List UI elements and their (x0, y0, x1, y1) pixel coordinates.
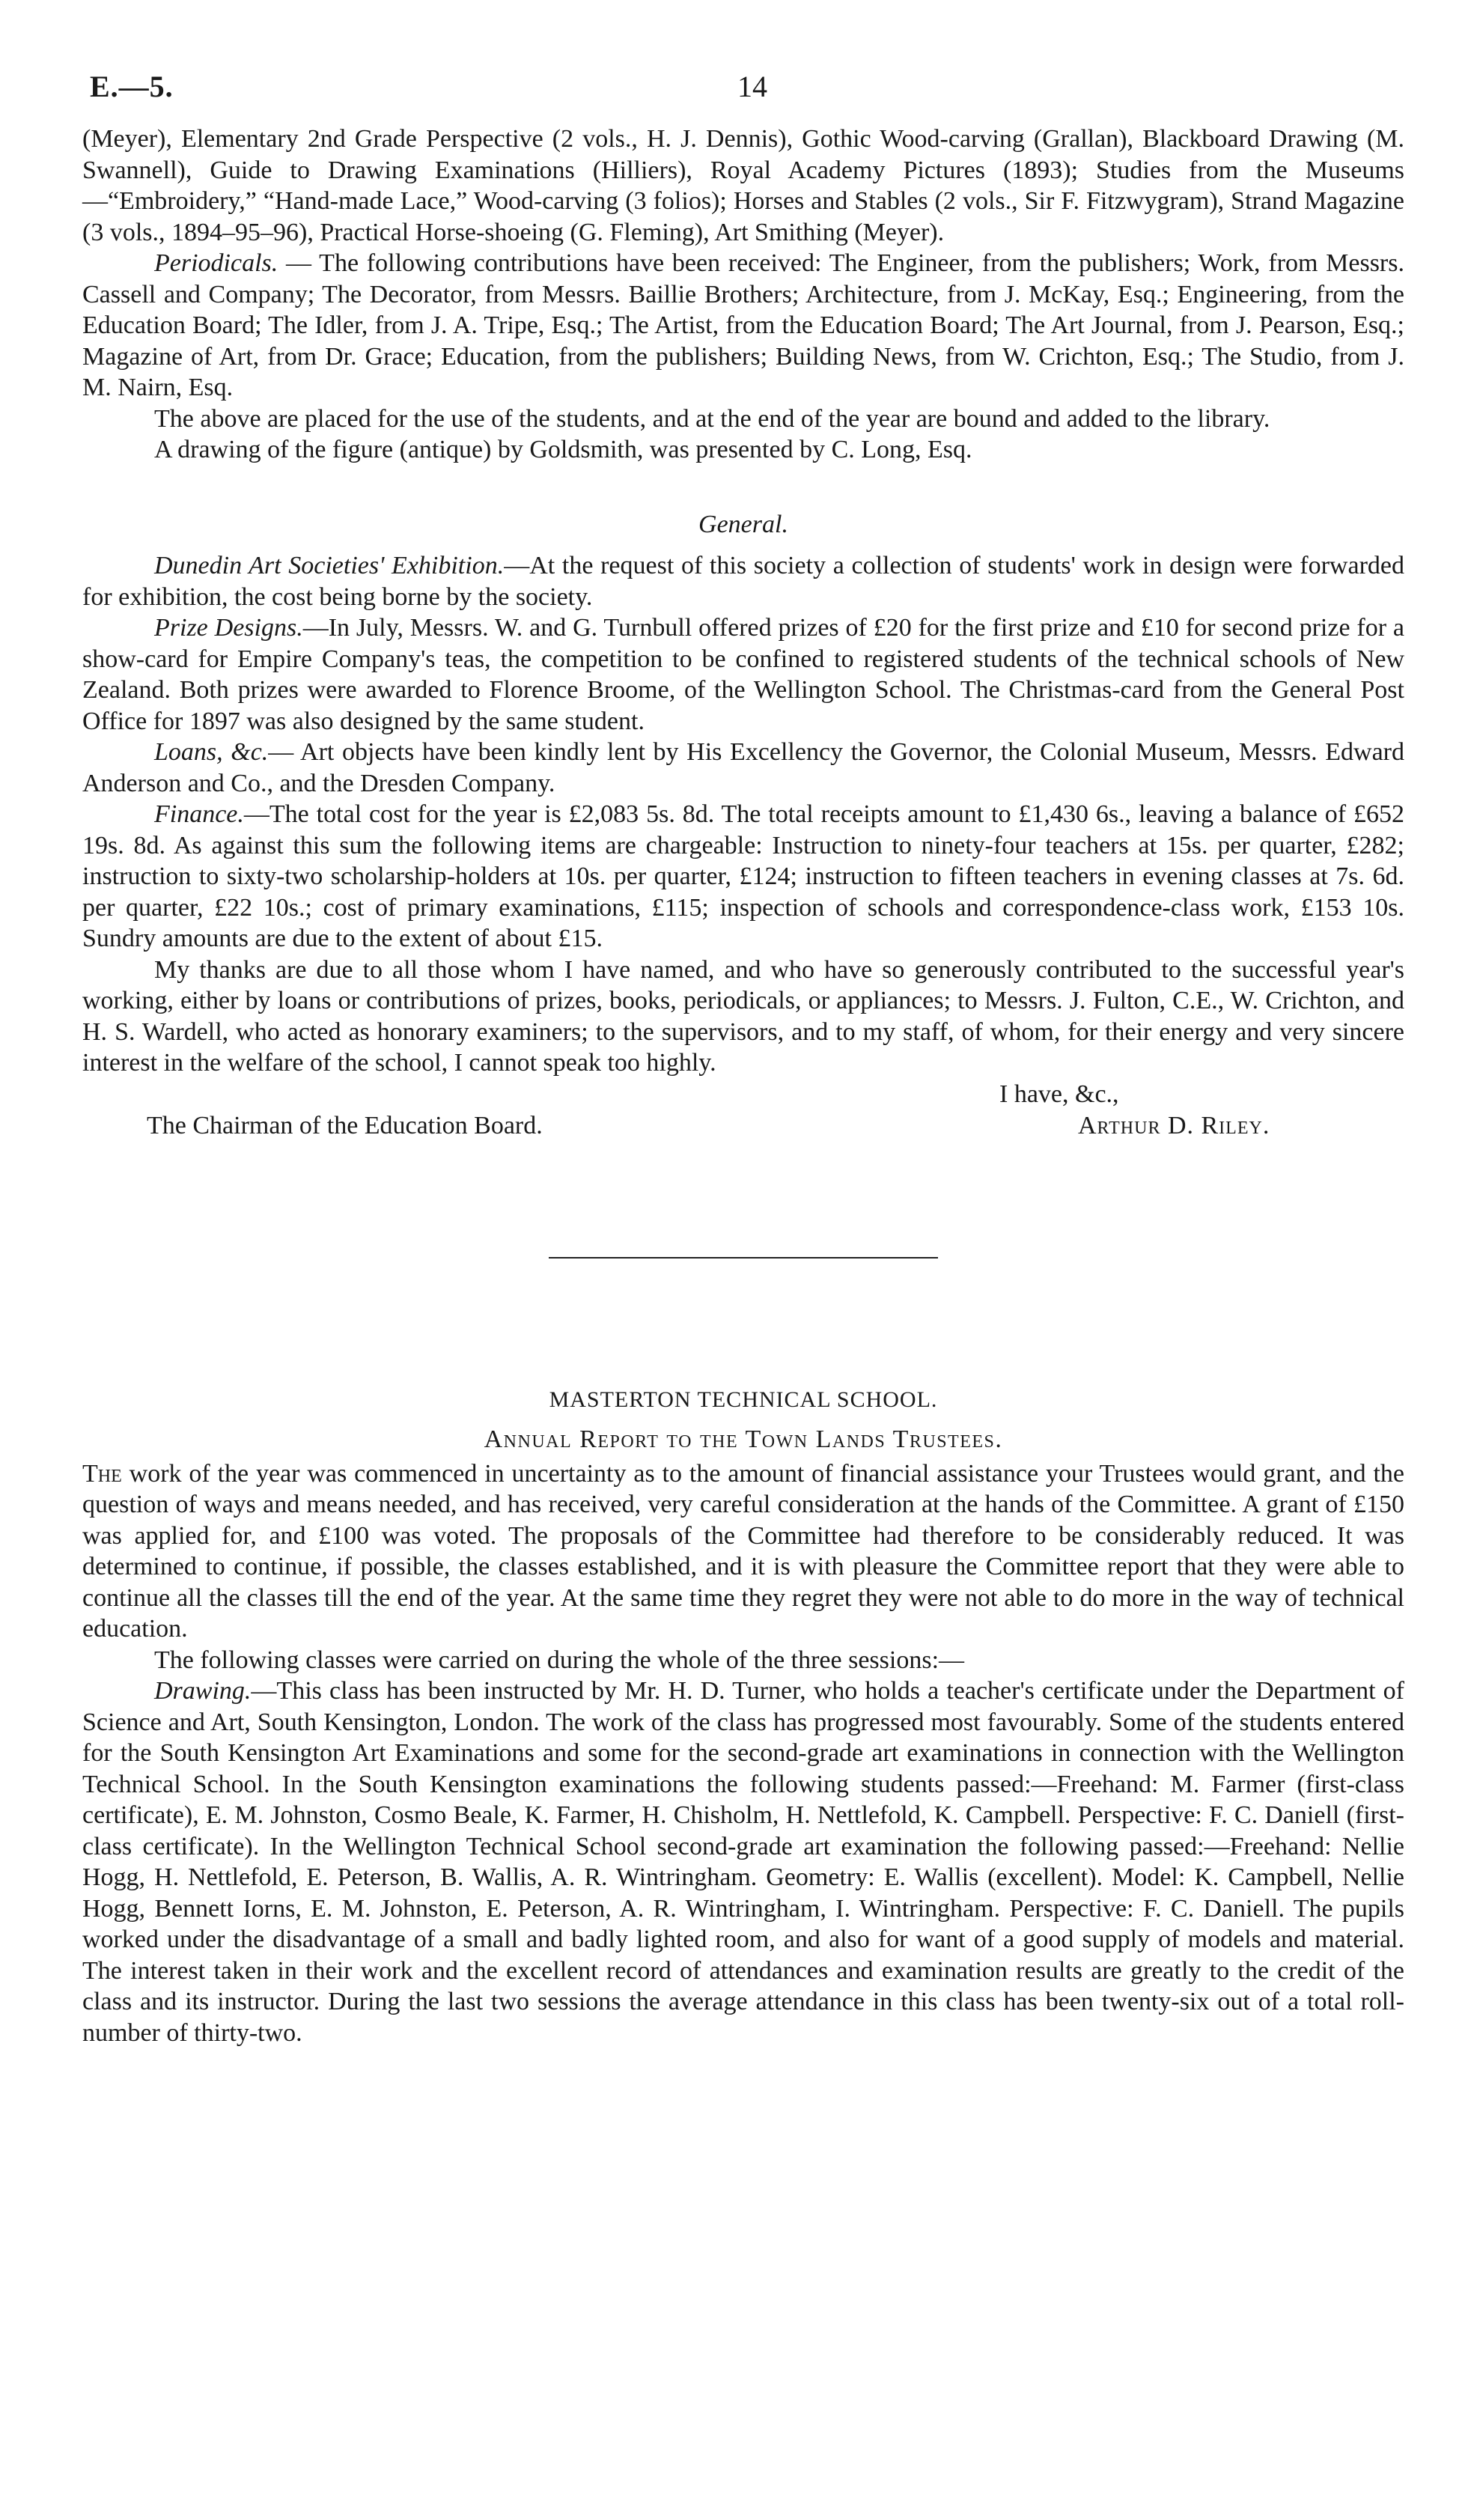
closing-salutation: I have, &c., (999, 1080, 1119, 1108)
general-heading: General. (698, 510, 788, 538)
finance-lead: Finance. (154, 800, 244, 828)
periodicals-text: — The following contributions have been received: The Engineer, from the publishers; Work, from Messrs. Cassell and Company; The Decorator, from Messrs. Baillie Brothers; Architecture, from J. McKay, Esq.; Engineering, from the Education Board; The Idler, from J. A. Tripe, Esq.; The Artist, from the Education Board; The Art Journal, from J. Pearson, Esq.; Magazine of Art, from Dr. Grace; Education, from the publishers; Building News, from W. Crichton, Esq.; The Studio, from J. M. Nairn, Esq. (82, 249, 1404, 401)
dunedin-paragraph (82, 550, 1404, 612)
page-header (82, 71, 1404, 124)
placed-paragraph: The above are placed for the use of the students, and at the end of the year are bound and added to the library. (154, 404, 1270, 433)
dunedin-text: —At the request of this society a collection of students' work in design were forwarded for exhibition, the cost being borne by the society. (82, 552, 1404, 611)
library-list-continued: (Meyer), Elementary 2nd Grade Perspective (2 vols., H. J. Dennis), Gothic Wood-carving (Grallan), Blackboard Drawing (M. Swannell), Guide to Drawing Examinations (Hilliers), Royal Academy Pictures (1893); Studies from the Museums—“Embroidery,” “Hand-made Lace,” Wood-carving (3 folios); Horses and Stables (2 vols., Sir F. Fitzwygram), Strand Magazine (3 vols., 1894–95–96), Practical Horse-shoeing (G. Fleming), Art Smithing (Meyer). (82, 125, 1404, 246)
prize-lead: Prize Designs. (154, 614, 303, 642)
drawing-text: —This class has been instructed by Mr. H. D. Turner, who holds a teacher's certificate under the Department of Science and Art, South Kensington, London. The work of the class has progressed most favourably. Some of the students entered for the South Kensington Art Examinations and some for the second-grade art examinations in connection with the Wellington Technical School. In the South Kensington examinations the following students passed:—Freehand: M. Farmer (first-class certificate), E. M. Johnston, Cosmo Beale, K. Farmer, H. Chisholm, H. Nettlefold, K. Campbell. Perspective: F. C. Daniell (first-class certificate). In the Wellington Technical School second-grade art examination the following passed:—Freehand: Nellie Hogg, H. Nettlefold, E. Peterson, B. Wallis, A. R. Wintringham. Geometry: E. Wallis (excellent). Model: K. Campbell, Nellie Hogg, Bennett Iorns, E. M. Johnston, E. Peterson, A. R. Wintringham, I. Wintringham. Perspective: F. C. Daniell. The pupils worked under the disadvantage of a small and badly lighted room, and also for want of a good supply of models and material. The interest taken in their work and the excellent record of attendances and examination results are greatly to the credit of the class and its instructor. During the last two sessions the average attendance in this class has been twenty-six out of a total roll-number of thirty-two. (82, 1677, 1404, 2047)
finance-paragraph (82, 799, 1404, 955)
addressee: The Chairman of the Education Board. (147, 1111, 543, 1139)
intro-first-word: The (82, 1459, 122, 1488)
prize-text: —In July, Messrs. W. and G. Turnbull offered prizes of £20 for the first prize and £10 for second prize for a show-card for Empire Company's teas, the competition to be confined to registered students of the technical schools of New Zealand. Both prizes were awarded to Florence Broome, of the Wellington School. The Christmas-card from the General Post Office for 1897 was also designed by the same student. (82, 614, 1405, 735)
loans-text: — Art objects have been kindly lent by His Excellency the Governor, the Colonial Museum, Messrs. Edward Anderson and Co., and the Dresden Company. (82, 738, 1404, 797)
intro-text: work of the year was commenced in uncertainty as to the amount of financial assistance your Trustees would grant, and the question of ways and means needed, and has received, very careful consideration at the hands of the Committee. A grant of £150 was applied for, and £100 was voted. The proposals of the Committee had therefore to be considerably reduced. It was determined to continue, if possible, the classes established, and it is with pleasure the Committee report that they were able to continue all the classes till the end of the year. At the same time they regret they were not able to do more in the way of technical education. (82, 1459, 1404, 1643)
report-subtitle: Annual Report to the Town Lands Trustees. (484, 1425, 1003, 1453)
prize-designs-paragraph (82, 612, 1404, 737)
school-title: MASTERTON TECHNICAL SCHOOL. (549, 1387, 938, 1412)
classes-paragraph: The following classes were carried on during the whole of the three sessions:— (154, 1646, 965, 1674)
drawing-lead: Drawing. (154, 1677, 252, 1705)
thanks-paragraph: My thanks are due to all those whom I have named, and who have so generously contributed to the successful year's working, either by loans or contributions of prizes, books, periodicals, or appliances; to Messrs. J. Fulton, C.E., W. Crichton, and H. S. Wardell, who acted as honorary examiners; to the supervisors, and to my staff, of whom, for their energy and very sincere interest in the welfare of the school, I cannot speak too highly. (82, 955, 1404, 1077)
signature: Arthur D. Riley. (1078, 1111, 1270, 1139)
periodicals-lead: Periodicals. (154, 249, 278, 277)
letter-closing (82, 1079, 1404, 1142)
loans-paragraph (82, 737, 1404, 799)
finance-text: —The total cost for the year is £2,083 5s. 8d. The total receipts amount to £1,430 6s., leaving a balance of £652 19s. 8d. As against this sum the following items are chargeable: Instruction to ninety-four teachers at 15s. per quarter, £282; instruction to sixty-two scholarship-holders at 10s. per quarter, £124; instruction to fifteen teachers in evening classes at 7s. 6d. per quarter, £22 10s.; cost of primary examinations, £115; inspection of schools and correspondence-class work, £153 10s. Sundry amounts are due to the extent of about £15. (82, 800, 1404, 952)
section-divider (549, 1257, 938, 1259)
drawing-class-paragraph (82, 1676, 1404, 2048)
loans-lead: Loans, &c. (154, 738, 269, 766)
masterton-intro-paragraph (82, 1458, 1404, 1645)
page-number: 14 (737, 70, 767, 103)
dunedin-lead: Dunedin Art Societies' Exhibition. (154, 552, 505, 579)
periodicals-paragraph (82, 248, 1404, 404)
drawing-presented-paragraph: A drawing of the figure (antique) by Goldsmith, was presented by C. Long, Esq. (154, 436, 972, 463)
document-reference: E.—5. (90, 70, 174, 103)
